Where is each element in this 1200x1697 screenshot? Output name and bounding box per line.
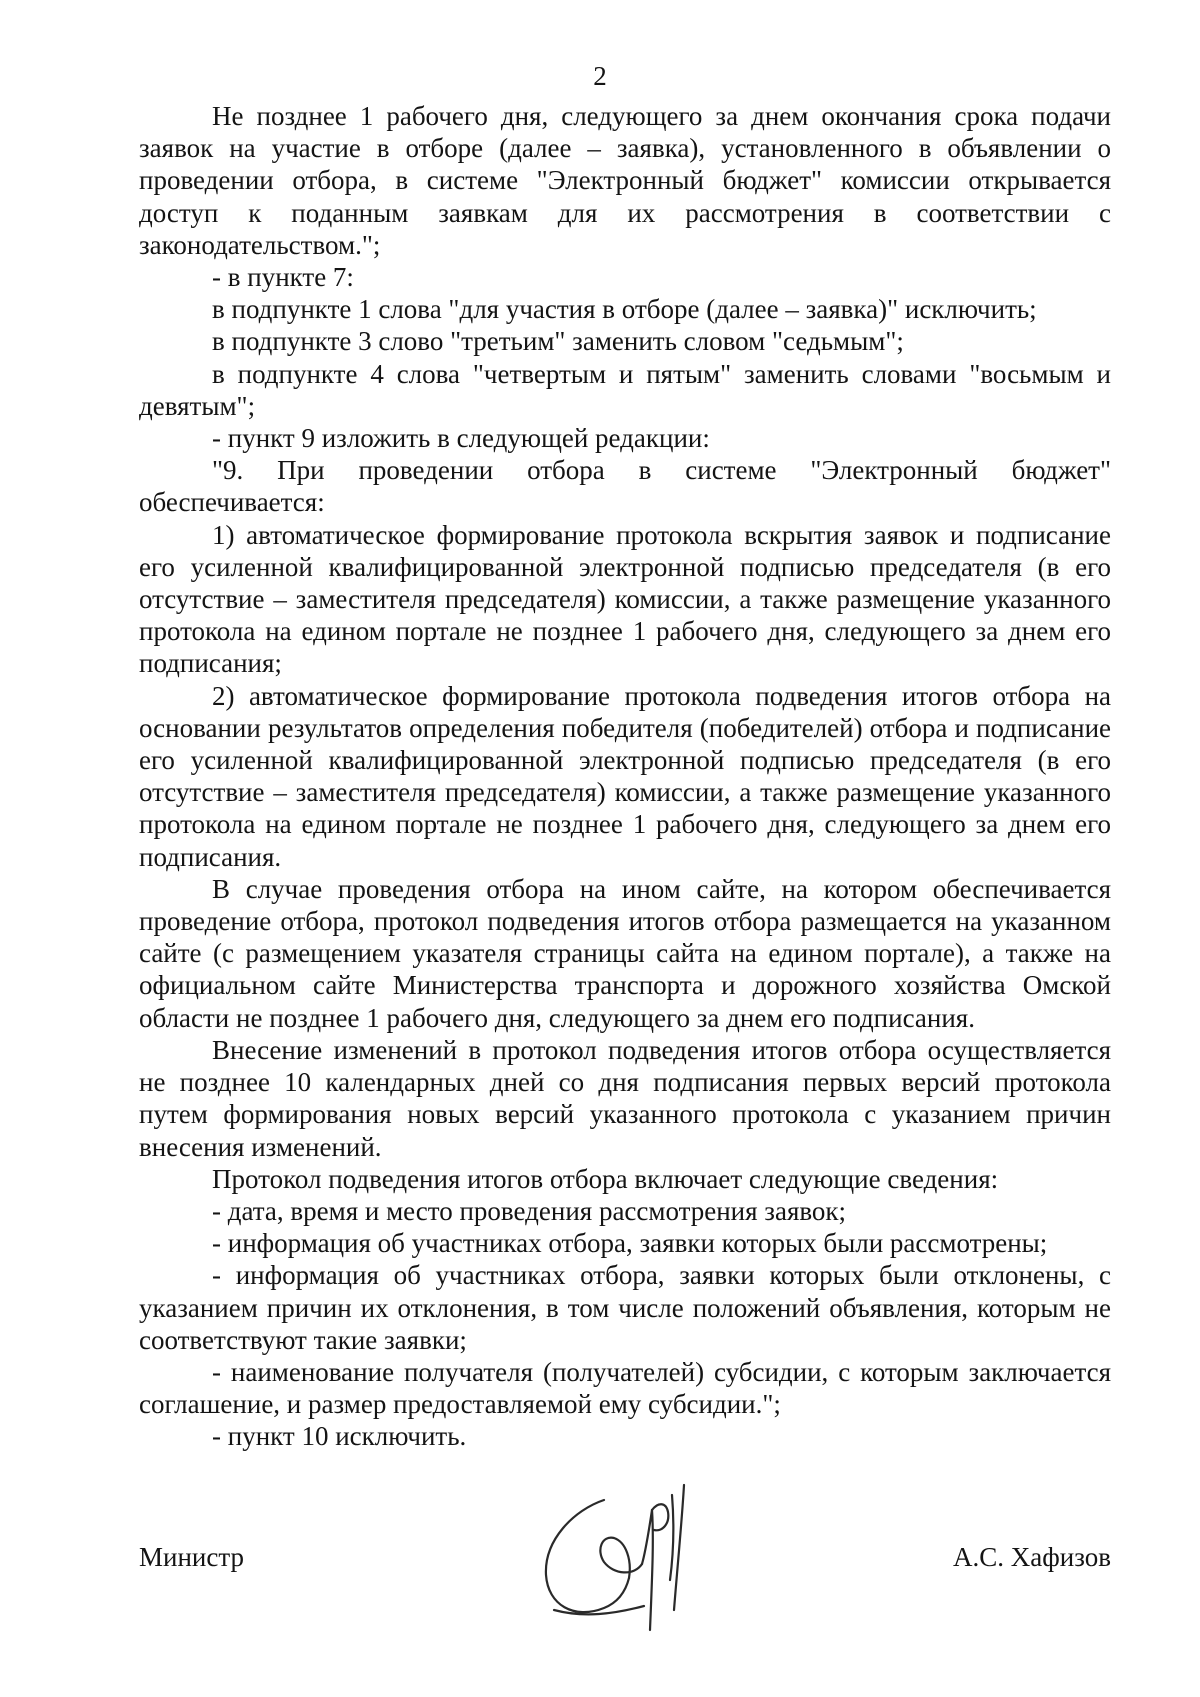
paragraph: в подпункте 3 слово "третьим" заменить словом "седьмым";	[212, 326, 904, 357]
paragraph: в подпункте 4 слова "четвертым и пятым" заменить словами "восьмым и девятым";	[139, 358, 1111, 421]
paragraph: Протокол подведения итогов отбора включает следующие сведения:	[212, 1163, 999, 1194]
paragraph: 1) автоматическое формирование протокола вскрытия заявок и подписание его усиленной квалифицированной электронной подписью председателя (в его отсутствие – заместителя председателя) комиссии, а также размещение указанного протокола на едином портале не позднее 1 рабочего дня, следующего за днем его подписания;	[139, 519, 1111, 679]
paragraph: - наименование получателя (получателей) субсидии, с которым заключается соглашение, и размер предоставляемой ему субсидии.";	[139, 1356, 1111, 1420]
handwritten-signature	[534, 1480, 724, 1640]
page-number: 2	[593, 61, 607, 91]
paragraph: Не позднее 1 рабочего дня, следующего за днем окончания срока подачи заявок на участие в отборе (далее – заявка), установленного в объявлении о проведении отбора, в системе "Электронный бюджет" комиссии открывается доступ к поданным заявкам для их рассмотрения в соответствии с законодательством.";	[139, 101, 1111, 260]
paragraph: Внесение изменений в протокол подведения итогов отбора осуществляется не позднее 10 календарных дней со дня подписания первых версий протокола путем формирования новых версий указанного протокола с указанием причин внесения изменений.	[139, 1034, 1111, 1162]
signature-block	[139, 1480, 1111, 1640]
paragraph: - пункт 9 изложить в следующей редакции:	[212, 423, 710, 454]
paragraph: - в пункте 7:	[212, 262, 354, 293]
paragraph: "9. При проведении отбора в системе "Электронный бюджет" обеспечивается:	[139, 455, 1111, 518]
paragraph: - дата, время и место проведения рассмотрения заявок;	[212, 1195, 847, 1226]
paragraph: В случае проведения отбора на ином сайте, на котором обеспечивается проведение отбора, протокол подведения итогов отбора размещается на указанном сайте (с размещением указателя страницы сайта на едином портале), а также на официальном сайте Министерства транспорта и дорожного хозяйства Омской области не позднее 1 рабочего дня, следующего за днем его подписания.	[139, 873, 1111, 1033]
signer-title: Министр	[139, 1542, 244, 1572]
document-body	[139, 100, 1111, 1453]
paragraph: в подпункте 1 слова "для участия в отборе (далее – заявка)" исключить;	[212, 294, 1037, 325]
paragraph: - информация об участниках отбора, заявки которых были рассмотрены;	[212, 1228, 1048, 1259]
paragraph: 2) автоматическое формирование протокола подведения итогов отбора на основании результатов определения победителя (победителей) отбора и подписание его усиленной квалифицированной электронной подписью председателя (в его отсутствие – заместителя председателя) комиссии, а также размещение указанного протокола на едином портале не позднее 1 рабочего дня, следующего за днем его подписания.	[139, 680, 1111, 872]
paragraph: - информация об участниках отбора, заявки которых были отклонены, с указанием причин их отклонения, в том числе положений объявления, которым не соответствуют такие заявки;	[139, 1260, 1111, 1355]
signer-name: А.С. Хафизов	[953, 1542, 1111, 1572]
paragraph: - пункт 10 исключить.	[212, 1421, 467, 1452]
